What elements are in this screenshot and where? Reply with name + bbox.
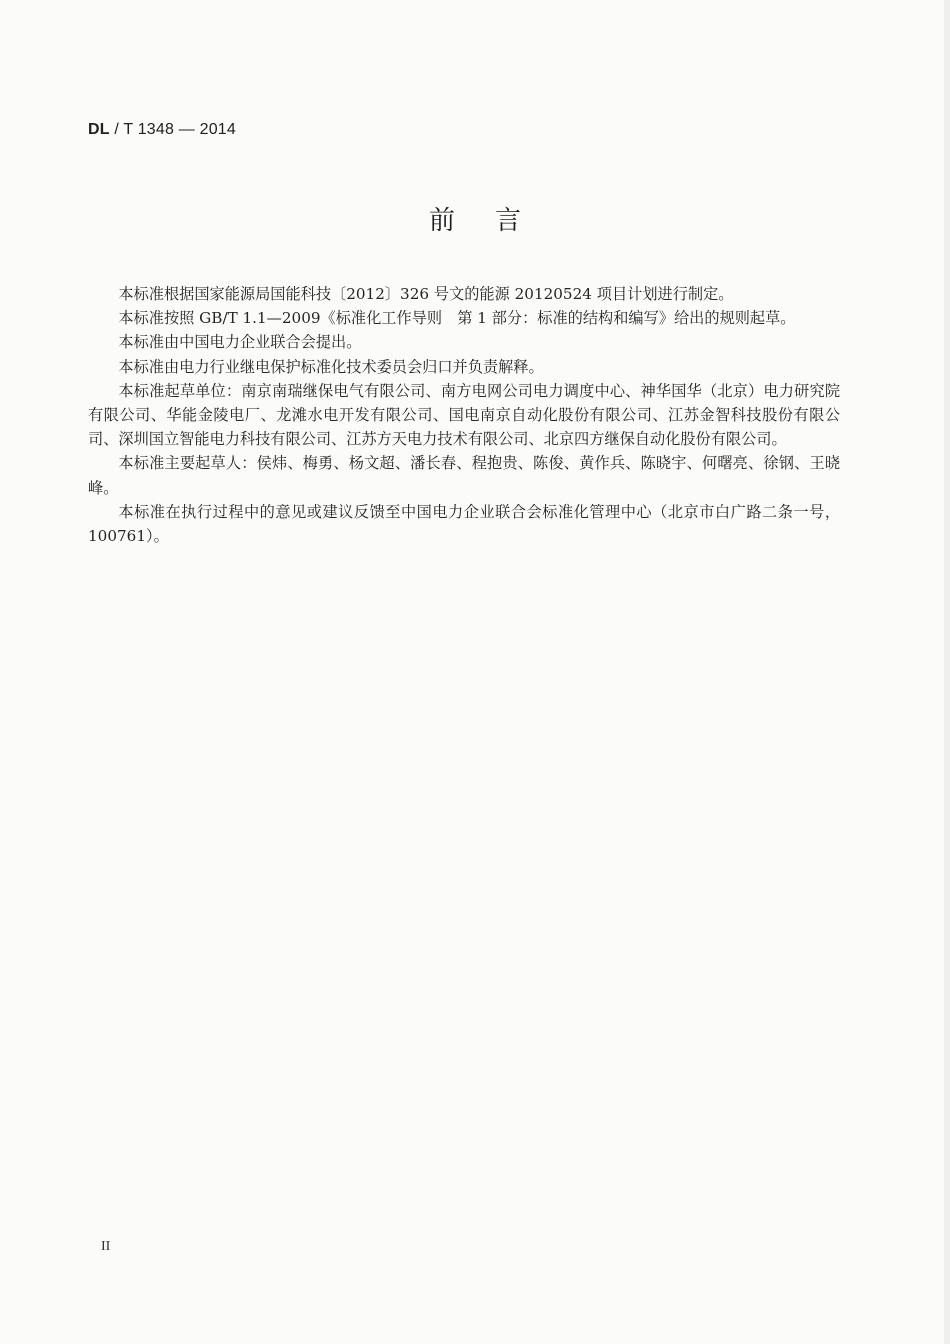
paragraph-plan: 本标准根据国家能源局国能科技〔2012〕326 号文的能源 20120524 项目计划进行制定。 (118, 285, 734, 303)
paragraph-interpretation: 本标准由电力行业继电保护标准化技术委员会归口并负责解释。 (118, 357, 544, 376)
standard-code (88, 121, 236, 139)
foreword-body (88, 282, 840, 548)
standard-code-prefix: DL (88, 121, 110, 138)
page-title: 前言 (428, 206, 561, 236)
paragraph-feedback: 本标准在执行过程中的意见或建议反馈至中国电力企业联合会标准化管理中心（北京市白广路二条一号，100761）。 (88, 502, 840, 546)
paragraph-drafting-rules: 本标准按照 GB/T 1.1—2009《标准化工作导则 第 1 部分：标准的结构和编写》给出的规则起草。 (118, 309, 796, 328)
paragraph-drafting-units: 本标准起草单位：南京南瑞继保电气有限公司、南方电网公司电力调度中心、神华国华（北京）电力研究院有限公司、华能金陵电厂、龙滩水电开发有限公司、国电南京自动化股份有限公司、江苏金智科技股份有限公司、深圳国立智能电力科技有限公司、江苏方天电力技术有限公司、北京四方继保自动化股份有限公司。 (88, 381, 840, 449)
paragraph-proposed-by: 本标准由中国电力企业联合会提出。 (118, 333, 362, 352)
scan-edge (944, 0, 950, 1344)
standard-code-number: / T 1348 — 2014 (109, 121, 236, 138)
paragraph-drafters: 本标准主要起草人：侯炜、梅勇、杨文超、潘长春、程抱贵、陈俊、黄作兵、陈晓宇、何曙亮、徐钢、王晓峰。 (88, 454, 840, 497)
page-number: II (101, 1239, 111, 1254)
